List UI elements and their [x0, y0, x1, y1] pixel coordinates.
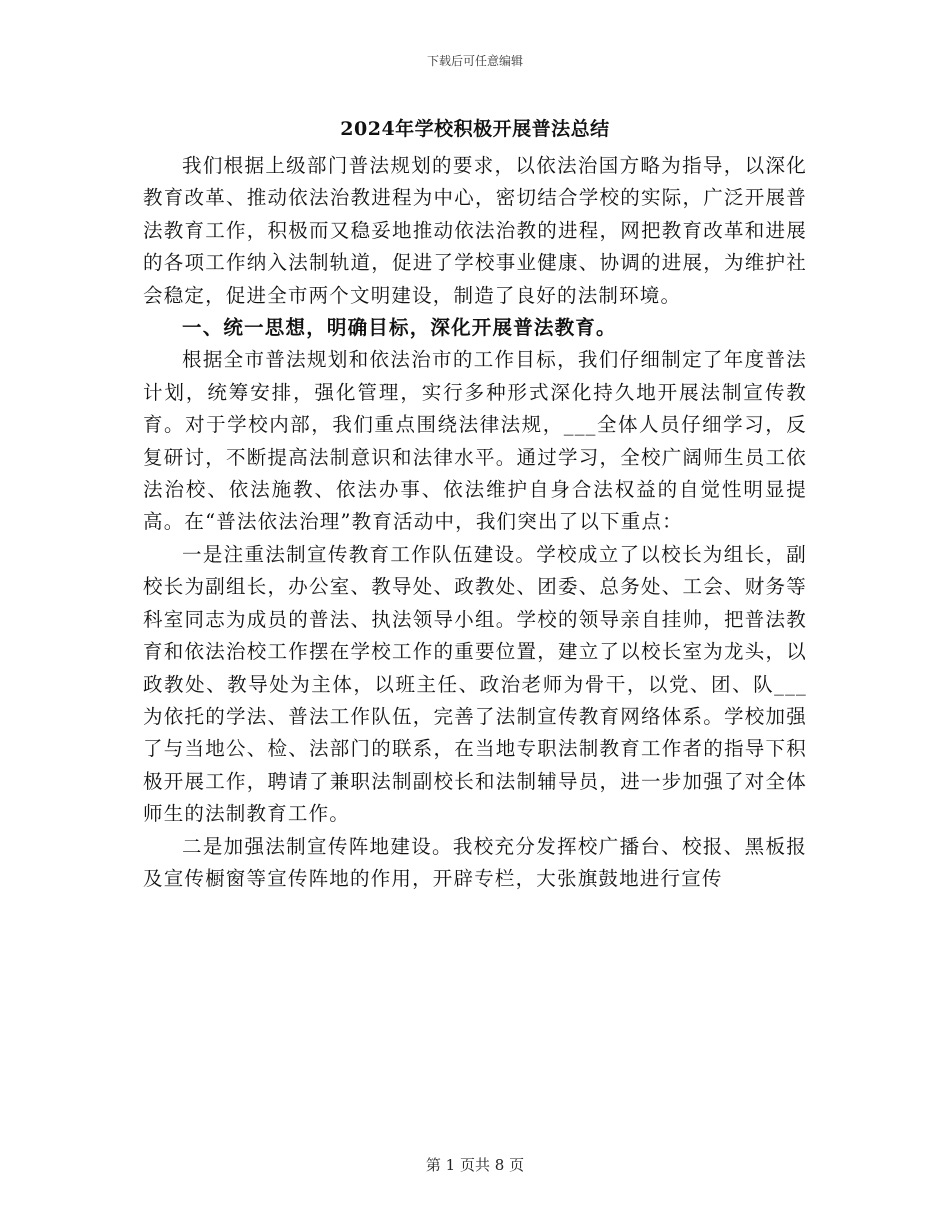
- paragraph-intro: 我们根据上级部门普法规划的要求，以依法治国方略为指导，以深化教育改革、推动依法治教进程为中心，密切结合学校的实际，广泛开展普法教育工作，积极而又稳妥地推动依法治教的进程，网把教育改革和进展的各项工作纳入法制轨道，促进了学校事业健康、协调的进展，为维护社会稳定，促进全市两个文明建设，制造了良好的法制环境。: [143, 154, 807, 307]
- header-note: 下载后可任意编辑: [426, 54, 523, 68]
- paragraph-section-1: 根据全市普法规划和依法治市的工作目标，我们仔细制定了年度普法计划，统筹安排，强化管理，实行多种形式深化持久地开展法制宣传教育。对于学校内部，我们重点围绕法律法规，___全体人员仔细学习，反复研讨，不断提高法制意识和法律水平。通过学习，全校广阔师生员工依法治校、依法施教、依法办事、依法维护自身合法权益的自觉性明显提高。在“普法依法治理”教育活动中，我们突出了以下重点：: [143, 348, 807, 534]
- page-number-footer: 第 1 页共 8 页: [425, 1156, 525, 1174]
- document-body: [143, 150, 807, 895]
- paragraph-point-1: 一是注重法制宣传教育工作队伍建设。学校成立了以校长为组长，副校长为副组长，办公室、教导处、政教处、团委、总务处、工会、财务等科室同志为成员的普法、执法领导小组。学校的领导亲自挂帅，把普法教育和依法治校工作摆在学校工作的重要位置，建立了以校长室为龙头，以政教处、教导处为主体，以班主任、政治老师为骨干，以党、团、队___为依托的学法、普法工作队伍，完善了法制宣传教育网络体系。学校加强了与当地公、检、法部门的联系，在当地专职法制教育工作者的指导下积极开展工作，聘请了兼职法制副校长和法制辅导员，进一步加强了对全体师生的法制教育工作。: [143, 542, 807, 826]
- paragraph-point-2: 二是加强法制宣传阵地建设。我校充分发挥校广播台、校报、黑板报及宣传橱窗等宣传阵地的作用，开辟专栏，大张旗鼓地进行宣传: [143, 834, 807, 890]
- document-title: 2024年学校积极开展普法总结: [340, 118, 610, 140]
- section-heading-1: 一、统一思想，明确目标，深化开展普法教育。: [182, 316, 617, 340]
